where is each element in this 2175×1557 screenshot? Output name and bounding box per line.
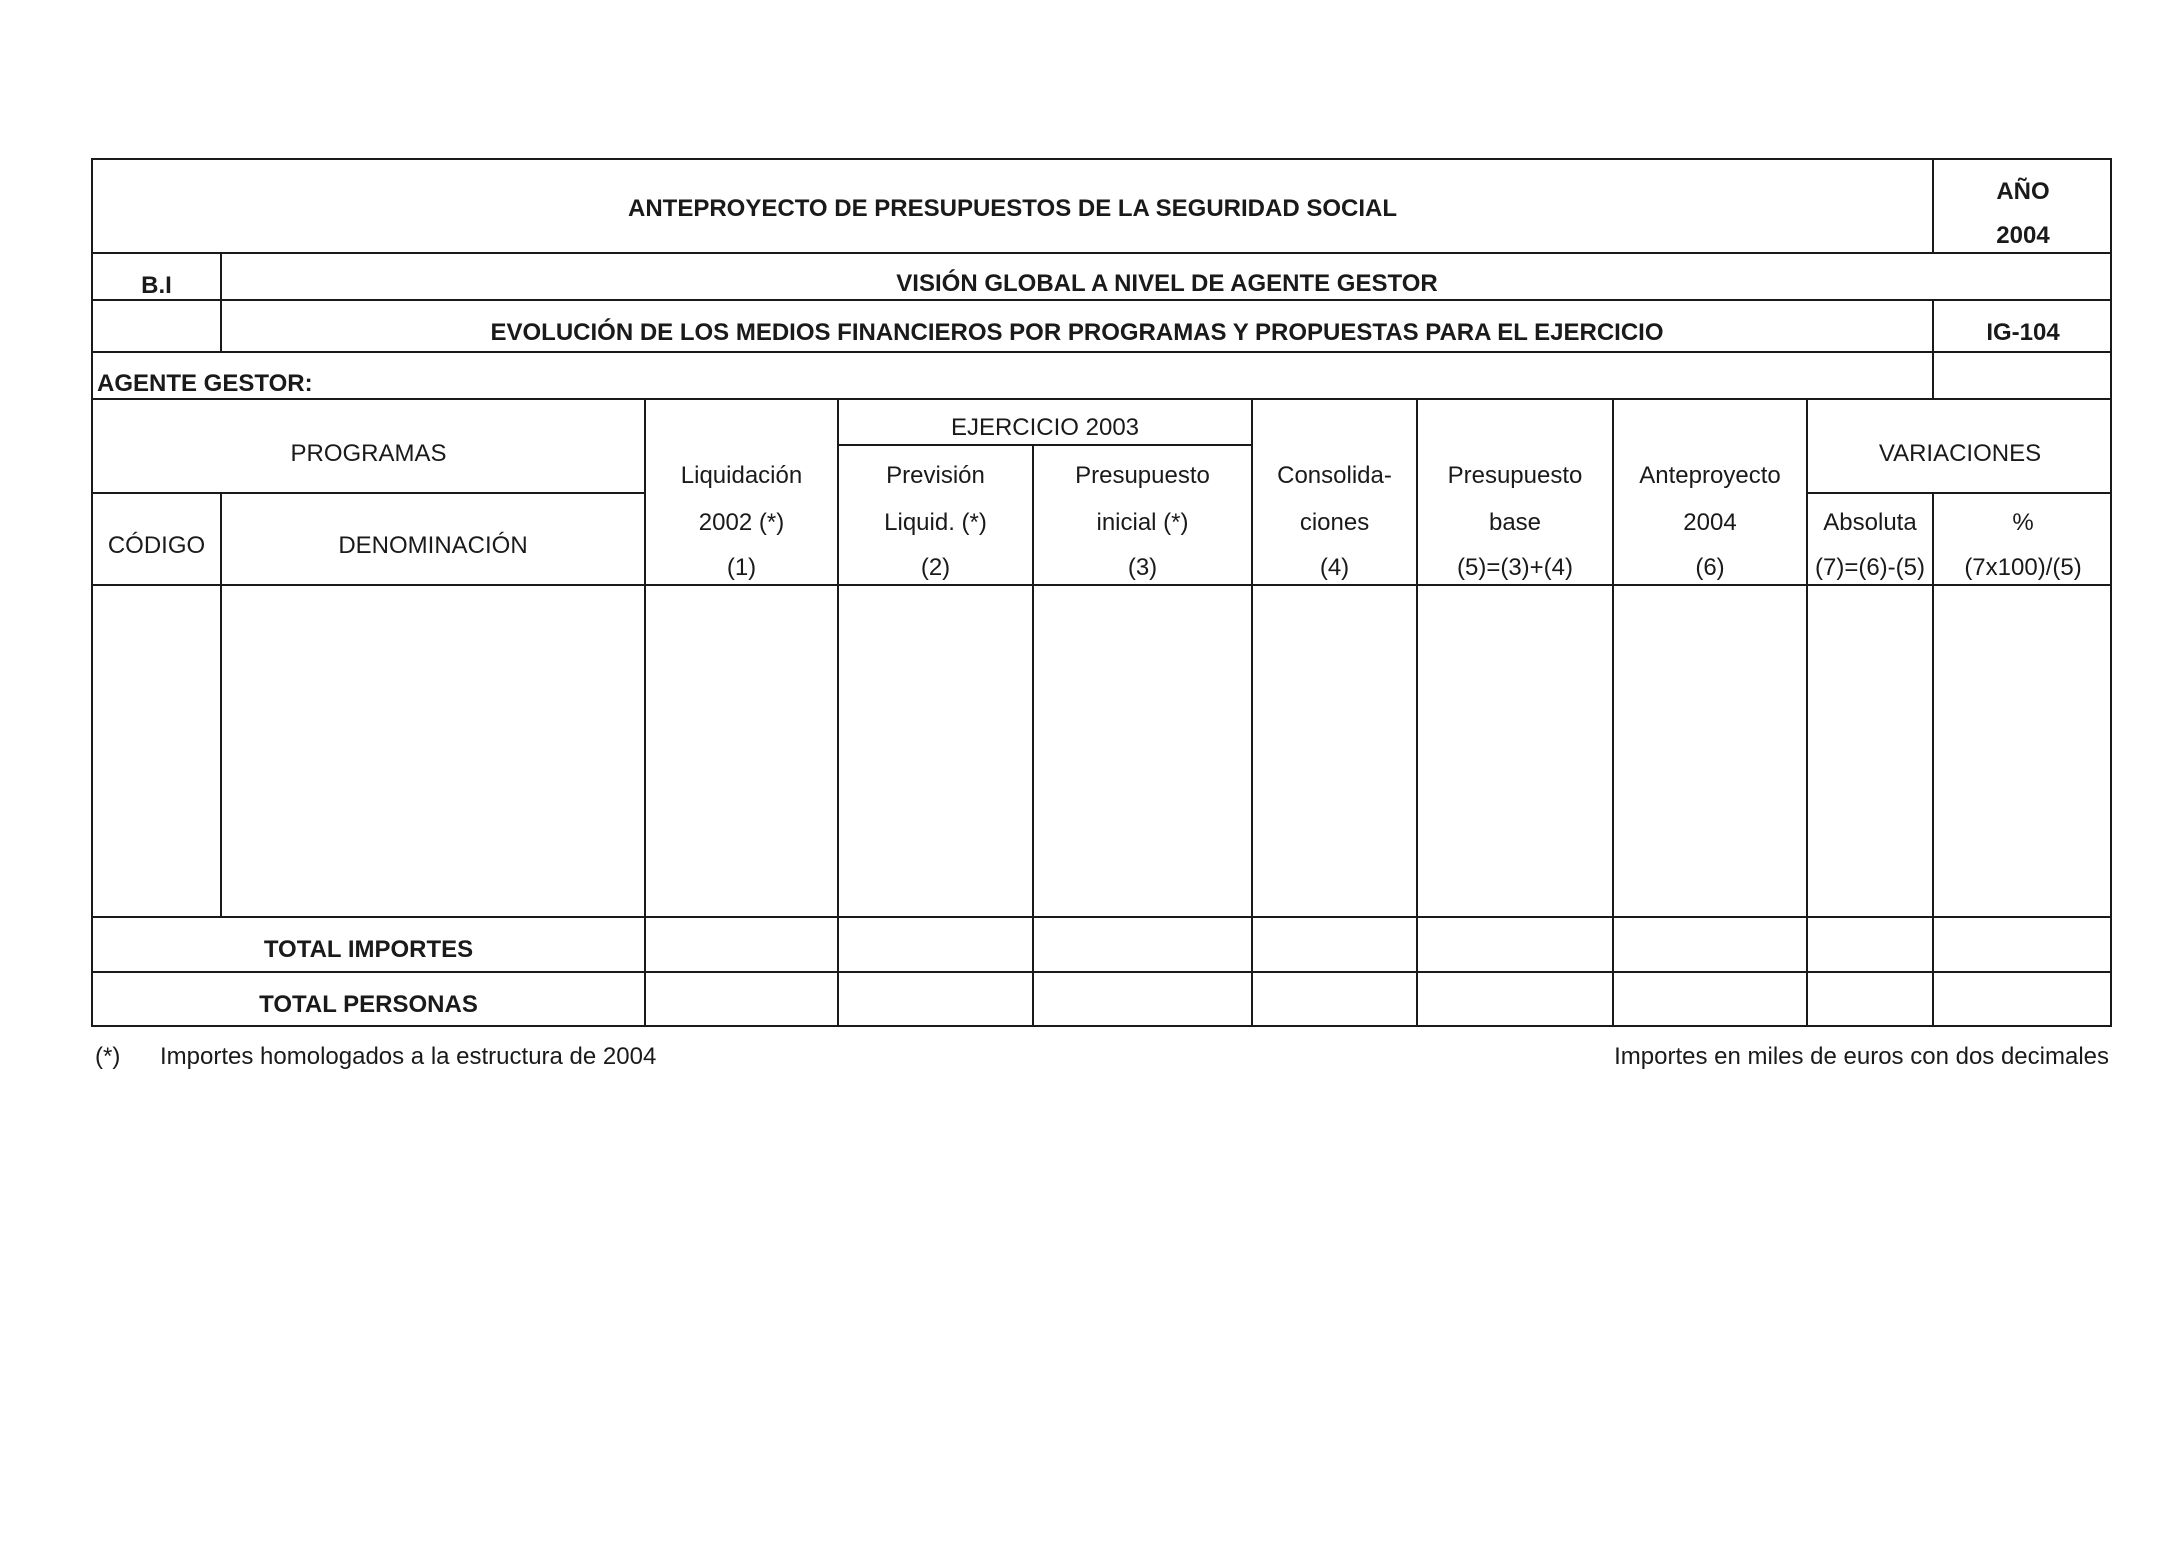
footnote-text: Importes homologados a la estructura de 2004	[160, 1043, 657, 1070]
absoluta-header-line2: (7)=(6)-(5)	[1814, 554, 1925, 581]
presupuesto-inicial-header-line1: Presupuesto	[1075, 462, 1210, 489]
section-code: B.I	[141, 272, 172, 299]
agent-label: AGENTE GESTOR:	[97, 370, 313, 397]
presupuesto-base-header-line2: base	[1488, 509, 1542, 536]
presupuesto-inicial-header-line3: (3)	[1127, 554, 1158, 581]
total-personas-label: TOTAL PERSONAS	[259, 991, 478, 1018]
prevision-header-line1: Previsión	[886, 462, 985, 489]
form-code: IG-104	[1986, 319, 2060, 346]
consolidaciones-header-line1: Consolida-	[1277, 462, 1392, 489]
liquidacion-header-line3: (1)	[726, 554, 757, 581]
liquidacion-header-line1: Liquidación	[680, 462, 803, 489]
ejercicio-group-header: EJERCICIO 2003	[950, 414, 1140, 441]
total-importes-label: TOTAL IMPORTES	[263, 936, 474, 963]
porcentaje-header-line2: (7x100)/(5)	[1964, 554, 2082, 581]
presupuesto-inicial-header-line2: inicial (*)	[1096, 509, 1189, 536]
year-label: AÑO	[1996, 178, 2050, 205]
denominacion-header: DENOMINACIÓN	[338, 532, 528, 559]
form-title: ANTEPROYECTO DE PRESUPUESTOS DE LA SEGURIDAD SOCIAL	[628, 195, 1397, 222]
prevision-header-line3: (2)	[920, 554, 951, 581]
absoluta-header-line1: Absoluta	[1823, 509, 1917, 536]
prevision-header-line2: Liquid. (*)	[884, 509, 987, 536]
section-title: VISIÓN GLOBAL A NIVEL DE AGENTE GESTOR	[896, 270, 1438, 297]
porcentaje-header-line1: %	[2012, 509, 2034, 536]
anteproyecto-header-line1: Anteproyecto	[1639, 462, 1781, 489]
footnote-mark: (*)	[95, 1043, 121, 1070]
anteproyecto-header-line2: 2004	[1683, 509, 1737, 536]
budget-form-table	[91, 158, 2112, 1027]
year-value: 2004	[1996, 222, 2050, 249]
programas-header: PROGRAMAS	[290, 440, 447, 467]
variaciones-group-header: VARIACIONES	[1878, 440, 2042, 467]
form-subtitle: EVOLUCIÓN DE LOS MEDIOS FINANCIEROS POR PROGRAMAS Y PROPUESTAS PARA EL EJERCICIO	[490, 319, 1664, 346]
anteproyecto-header-line3: (6)	[1695, 554, 1725, 581]
consolidaciones-header-line2: ciones	[1299, 509, 1370, 536]
codigo-header: CÓDIGO	[107, 532, 206, 559]
presupuesto-base-header-line1: Presupuesto	[1447, 462, 1583, 489]
agent-value[interactable]	[1936, 366, 2108, 394]
presupuesto-base-header-line3: (5)=(3)+(4)	[1456, 554, 1574, 581]
units-note: Importes en miles de euros con dos decimales	[1614, 1043, 2109, 1070]
liquidacion-header-line2: 2002 (*)	[698, 509, 785, 536]
consolidaciones-header-line3: (4)	[1319, 554, 1350, 581]
